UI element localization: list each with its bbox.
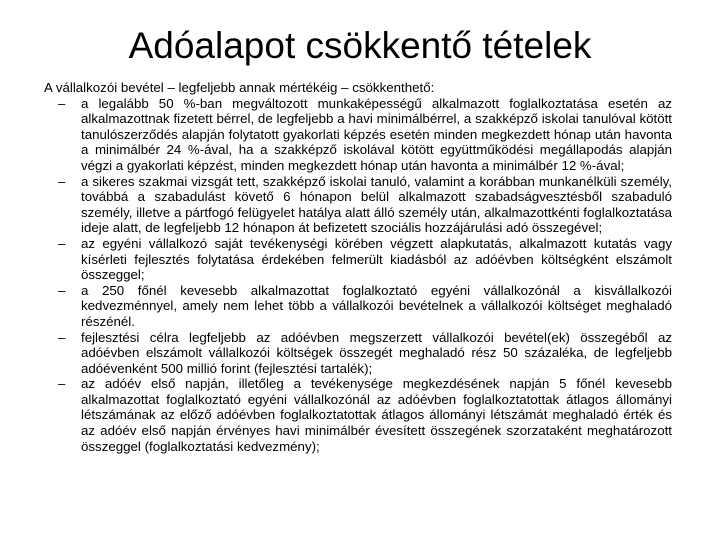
list-item-text: fejlesztési célra legfeljebb az adóévben megszerzett vállalkozói bevétel(ek) összegéből az adóévben elszámolt vállalkozói költségek összegét meghaladó rész 50 százaléka, de legfeljebb adóévenként 500 millió forint (fejlesztési tartalék); [81,329,672,376]
list-item [44,283,672,330]
dash-bullet-icon: – [58,282,66,298]
list-item [44,376,672,454]
list-item [44,96,672,174]
dash-bullet-icon: – [58,95,66,111]
list-item [44,174,672,236]
list-item-text: a sikeres szakmai vizsgát tett, szakképző iskolai tanuló, valamint a korábban munkanélküli személy, továbbá a szabadulást követő 6 hónapon belül alkalmazott szabadságvesztésből szabaduló személy, illetve a pártfogó felügyelet hatálya alatt álló személy után, alkalmazottkénti foglalkoztatása ideje alatt, de legfeljebb 12 hónapon át befizetett szociális hozzájárulási adó összegével; [81,173,672,236]
list-item-text: az adóév első napján, illetőleg a tevékenysége megkezdésének napján 5 főnél kevesebb alkalmazottat foglalkoztató egyéni vállalkozónál az adóévben foglalkoztatottak átlagos állományi létszámának az előző adóévben foglalkoztatottak átlagos állományi létszámát meghaladó érték és az adóév első napján érvényes havi minimálbér évesített összegének szorzataként meghatározott összeggel (foglalkoztatási kedvezmény); [81,376,672,454]
list-item-text: a legalább 50 %-ban megváltozott munkaképességű alkalmazott foglalkoztatása esetén az alkalmazottnak fizetett bérrel, de legfeljebb a havi minimálbérrel, a szakképző iskolai tanulóval kötött tanulószerződés alapján folytatott gyakorlati képzés esetén minden megkezdett hónap után havonta a minimálbér 24 %-ával, ha a szakképző iskolával kötött együttműködési megállapodás alapján végzi a gyakorlati képzést, minden megkezdett hónap után havonta a minimálbér 12 %-ával; [81,95,672,173]
dash-bullet-icon: – [58,235,66,251]
list-item-text: az egyéni vállalkozó saját tevékenységi körében végzett alapkutatás, alkalmazott kutatás vagy kísérleti fejlesztés folytatása érdekében felmerült kiadásból az adóévben költségként elszámolt összeggel; [81,235,672,283]
list-item-text: a 250 főnél kevesebb alkalmazottat foglalkoztató egyéni vállalkozónál a kisvállalkozói kedvezménnyel, amely nem lehet több a vállalkozói bevételnek a vállalkozói költséget meghaladó részénél. [81,282,672,329]
slide-title: Adóalapot csökkentő tételek [128,25,592,66]
dash-bullet-icon: – [58,173,66,189]
dash-bullet-icon: – [58,376,66,392]
list-item [44,330,672,377]
dash-bullet-icon: – [58,329,66,345]
slide-body [44,80,672,454]
list-item [44,236,672,283]
bullet-list [44,96,672,455]
intro-text: A vállalkozói bevétel – legfeljebb annak mértékéig – csökkenthető: [44,80,435,95]
